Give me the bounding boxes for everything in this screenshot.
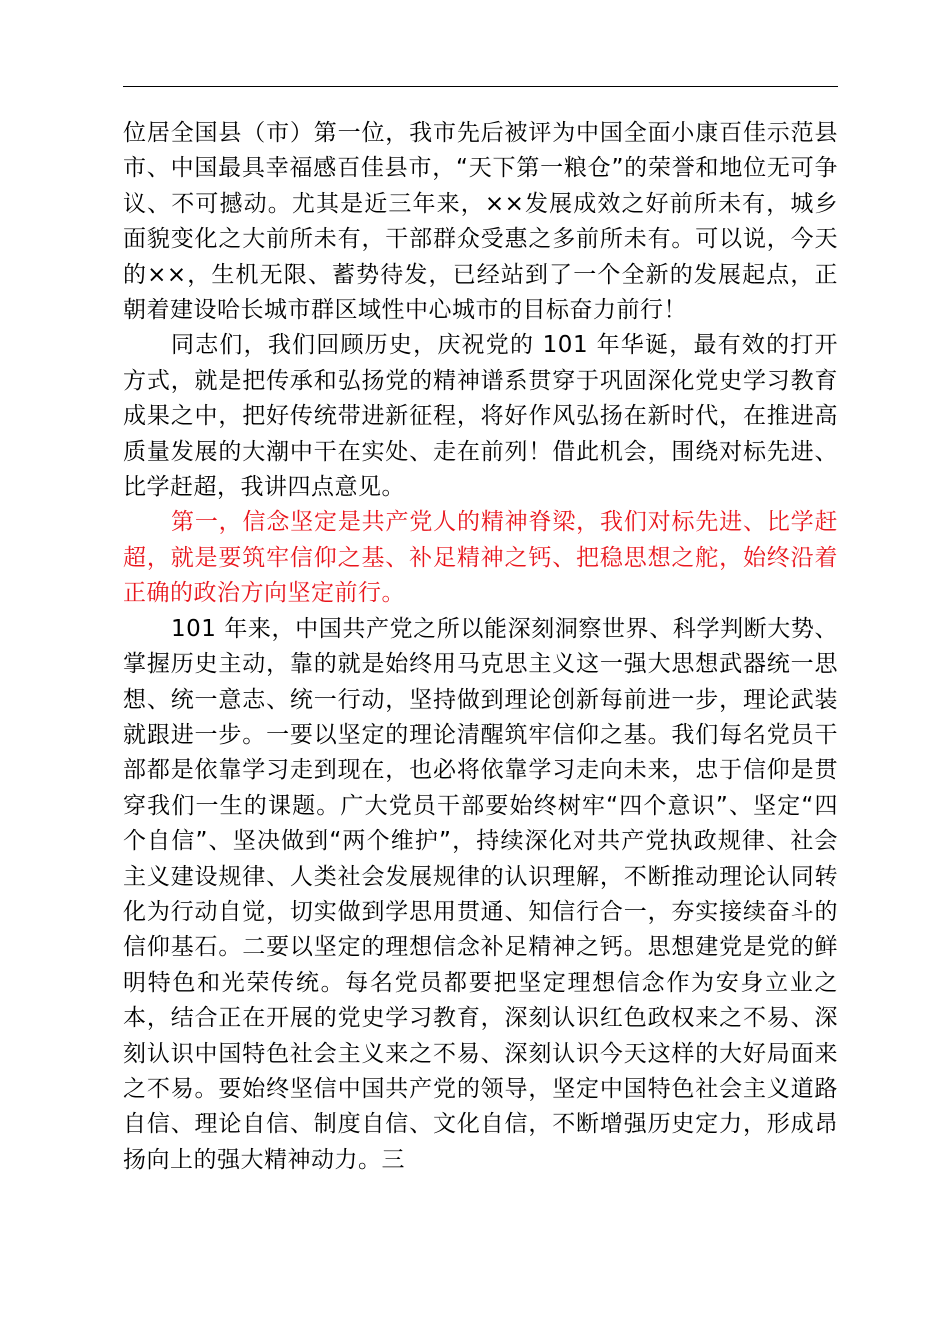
header-rule bbox=[123, 86, 838, 87]
paragraph-101-years: 101 年来，中国共产党之所以能深刻洞察世界、科学判断大势、掌握历史主动，靠的就是始终用马克思主义这一强大思想武器统一思想、统一意志、统一行动，坚持做到理论创新每前进一步，理论武装就跟进一步。一要以坚定的理论清醒筑牢信仰之基。我们每名党员干部都是依靠学习走到现在，也必将依靠学习走向未来，忠于信仰是贯穿我们一生的课题。广大党员干部要始终树牢“四个意识”、坚定“四个自信”、坚决做到“两个维护”，持续深化对共产党执政规律、社会主义建设规律、人类社会发展规律的认识理解，不断推动理论认同转化为行动自觉，切实做到学思用贯通、知信行合一，夯实接续奋斗的信仰基石。二要以坚定的理想信念补足精神之钙。思想建党是党的鲜明特色和光荣传统。每名党员都要把坚定理想信念作为安身立业之本，结合正在开展的党史学习教育，深刻认识红色政权来之不易、深刻认识中国特色社会主义来之不易、深刻认识今天这样的大好局面来之不易。要始终坚信中国共产党的领导，坚定中国特色社会主义道路自信、理论自信、制度自信、文化自信，不断增强历史定力，形成昂扬向上的强大精神动力。三 bbox=[123, 615, 838, 1173]
document-body bbox=[123, 116, 838, 1178]
paragraph-first-point-heading: 第一，信念坚定是共产党人的精神脊梁，我们对标先进、比学赶超，就是要筑牢信仰之基、补足精神之钙、把稳思想之舵，始终沿着正确的政治方向坚定前行。 bbox=[123, 509, 838, 607]
paragraph-continuation: 位居全国县（市）第一位，我市先后被评为中国全面小康百佳示范县市、中国最具幸福感百佳县市，“天下第一粮仓”的荣誉和地位无可争议、不可撼动。尤其是近三年来，××发展成效之好前所未有，城乡面貌变化之大前所未有，干部群众受惠之多前所未有。可以说，今天的××，生机无限、蓄势待发，已经站到了一个全新的发展起点，正朝着建设哈长城市群区域性中心城市的目标奋力前行！ bbox=[123, 120, 838, 324]
paragraph-comrades: 同志们，我们回顾历史，庆祝党的 101 年华诞，最有效的打开方式，就是把传承和弘扬党的精神谱系贯穿于巩固深化党史学习教育成果之中，把好传统带进新征程，将好作风弘扬在新时代，在推进高质量发展的大潮中干在实处、走在前列！借此机会，围绕对标先进、比学赶超，我讲四点意见。 bbox=[123, 332, 838, 501]
